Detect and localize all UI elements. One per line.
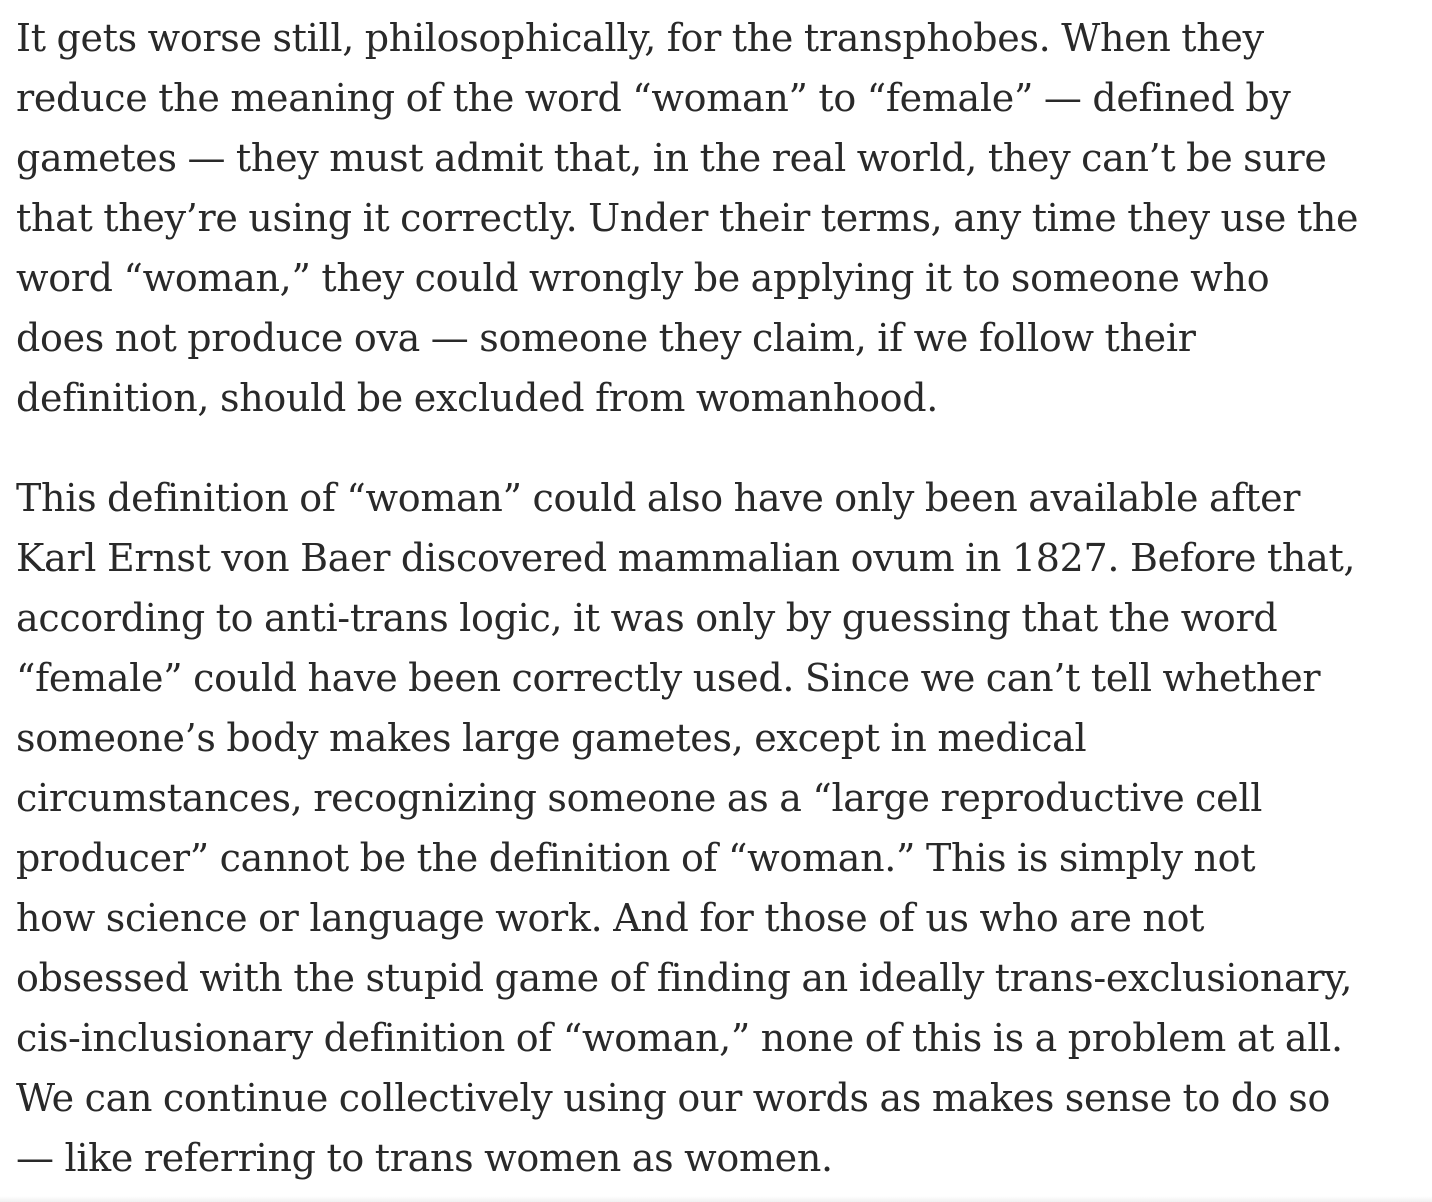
paragraph-line: “female” could have been correctly used. Since we can’t tell whether — [16, 656, 1321, 700]
paragraph-line: does not produce ova — someone they claim, if we follow their — [16, 316, 1196, 360]
paragraph-line: obsessed with the stupid game of finding an ideally trans-exclusionary, — [16, 956, 1353, 1000]
paragraph-line: — like referring to trans women as women. — [16, 1136, 833, 1180]
paragraph-2 — [16, 468, 1416, 1188]
page-bottom-edge — [0, 1196, 1432, 1202]
paragraph-line: This definition of “woman” could also have only been available after — [16, 476, 1301, 520]
paragraph-line: definition, should be excluded from womanhood. — [16, 376, 939, 420]
paragraph-1 — [16, 8, 1416, 428]
paragraph-line: that they’re using it correctly. Under their terms, any time they use the — [16, 196, 1359, 240]
paragraph-line: gametes — they must admit that, in the real world, they can’t be sure — [16, 136, 1327, 180]
paragraph-line: circumstances, recognizing someone as a “large reproductive cell — [16, 776, 1263, 820]
paragraph-line: Karl Ernst von Baer discovered mammalian ovum in 1827. Before that, — [16, 536, 1356, 580]
paragraph-line: We can continue collectively using our words as makes sense to do so — [16, 1076, 1331, 1120]
paragraph-line: according to anti-trans logic, it was only by guessing that the word — [16, 596, 1278, 640]
paragraph-line: how science or language work. And for those of us who are not — [16, 896, 1205, 940]
paragraph-line: someone’s body makes large gametes, except in medical — [16, 716, 1087, 760]
paragraph-line: It gets worse still, philosophically, for the transphobes. When they — [16, 16, 1264, 60]
article-body — [16, 8, 1416, 1188]
paragraph-line: reduce the meaning of the word “woman” to “female” — defined by — [16, 76, 1291, 120]
paragraph-line: word “woman,” they could wrongly be applying it to someone who — [16, 256, 1270, 300]
paragraph-line: producer” cannot be the definition of “woman.” This is simply not — [16, 836, 1256, 880]
paragraph-spacer — [16, 428, 1416, 468]
paragraph-line: cis-inclusionary definition of “woman,” none of this is a problem at all. — [16, 1016, 1343, 1060]
